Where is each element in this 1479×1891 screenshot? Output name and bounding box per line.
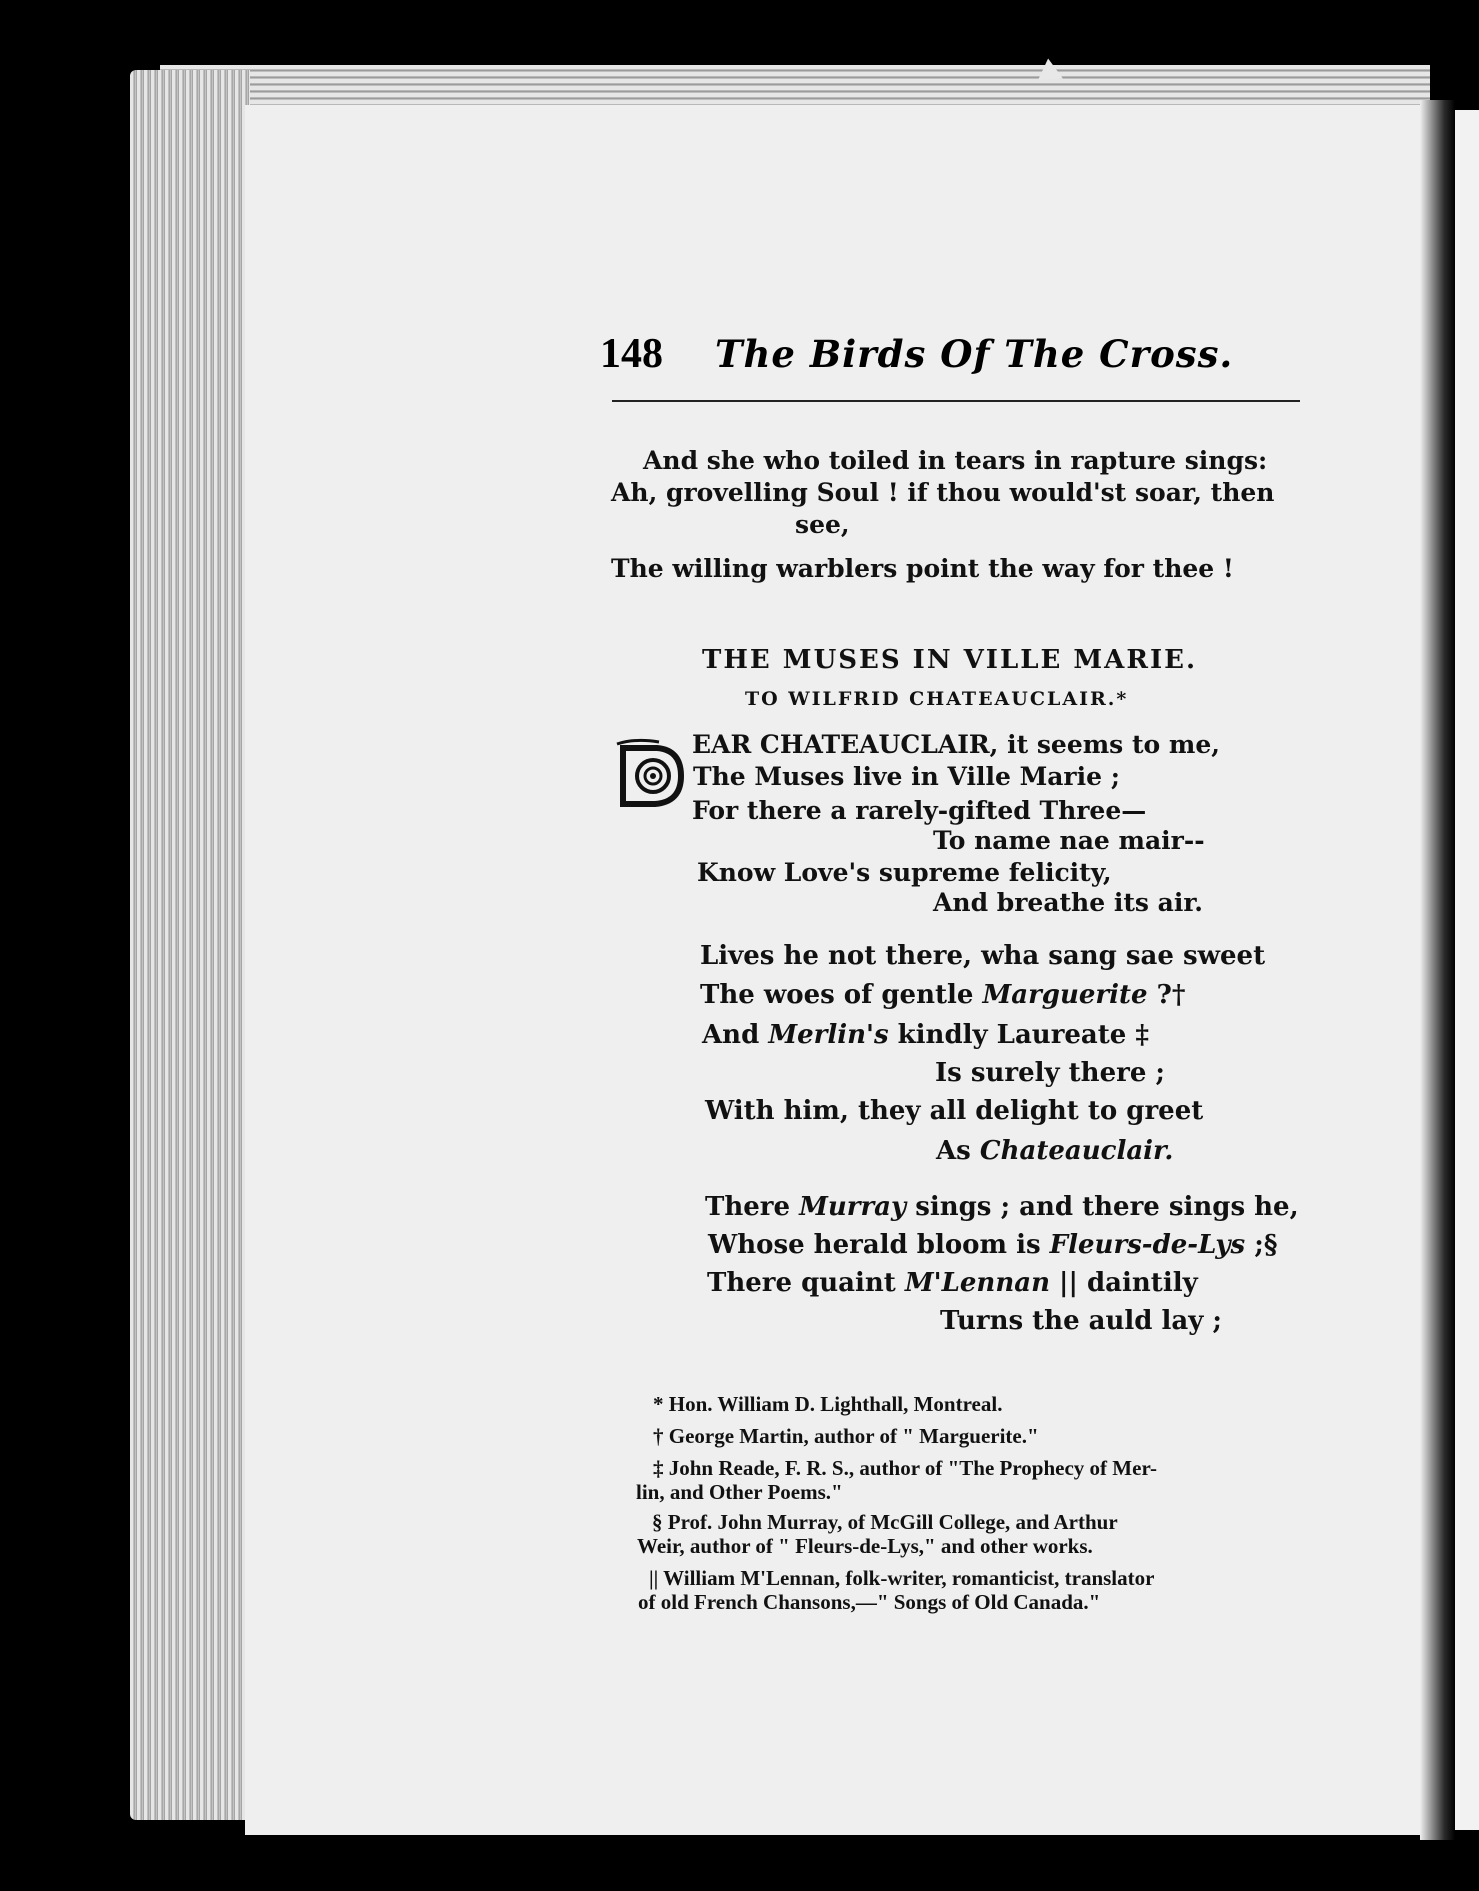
footnote-2: † George Martin, author of " Marguerite." xyxy=(653,1424,1039,1448)
running-title: The Birds Of The Cross. xyxy=(715,332,1234,376)
running-header xyxy=(600,330,1300,390)
page-number: 148 xyxy=(600,331,663,377)
footnote-5a: || William M'Lennan, folk-writer, romanticist, translator xyxy=(649,1566,1155,1590)
stanza3-line-4: Turns the auld lay ; xyxy=(940,1306,1223,1336)
stanza1-line-3: For there a rarely-gifted Three— xyxy=(692,796,1147,825)
footnote-3a: ‡ John Reade, F. R. S., author of "The Prophecy of Mer- xyxy=(653,1456,1157,1480)
stanza2-line-5: With him, they all delight to greet xyxy=(705,1096,1204,1126)
stanza1-line-5: Know Love's supreme felicity, xyxy=(697,858,1112,887)
gutter-shadow xyxy=(1420,100,1455,1840)
stanza1-line-2: The Muses live in Ville Marie ; xyxy=(693,762,1120,791)
footnote-3b: lin, and Other Poems." xyxy=(636,1480,843,1504)
poem-title: THE MUSES IN VILLE MARIE. xyxy=(702,645,1197,675)
stanza1-line-6: And breathe its air. xyxy=(933,888,1203,917)
footnote-4a: § Prof. John Murray, of McGill College, and Arthur xyxy=(652,1510,1118,1534)
closing-line-1: And she who toiled in tears in rapture sings: xyxy=(643,446,1268,475)
header-rule xyxy=(612,400,1300,402)
footnote-5b: of old French Chansons,—" Songs of Old Canada." xyxy=(638,1590,1101,1614)
stanza3-line-3: There quaint M'Lennan || daintily xyxy=(707,1268,1198,1298)
stanza2-line-2: The woes of gentle Marguerite ?† xyxy=(700,980,1186,1010)
closing-line-3: see, xyxy=(795,510,850,539)
footnote-1: * Hon. William D. Lighthall, Montreal. xyxy=(653,1392,1003,1416)
stanza3-line-2: Whose herald bloom is Fleurs-de-Lys ;§ xyxy=(708,1230,1278,1260)
page-edges-left xyxy=(130,70,250,1820)
stanza2-line-1: Lives he not there, wha sang sae sweet xyxy=(700,941,1266,971)
ornate-drop-cap xyxy=(615,738,685,808)
closing-line-4: The willing warblers point the way for thee ! xyxy=(611,554,1234,583)
poem-dedication: TO WILFRID CHATEAUCLAIR.* xyxy=(745,688,1129,710)
facing-page-edge xyxy=(1455,110,1479,1830)
closing-line-2: Ah, grovelling Soul ! if thou would'st soar, then xyxy=(611,478,1275,507)
stanza1-line-1: EAR CHATEAUCLAIR, it seems to me, xyxy=(692,730,1220,759)
stanza2-line-6: As Chateauclair. xyxy=(936,1136,1174,1166)
stanza2-line-4: Is surely there ; xyxy=(935,1058,1166,1088)
footnote-4b: Weir, author of " Fleurs-de-Lys," and other works. xyxy=(637,1534,1093,1558)
stanza2-line-3: And Merlin's kindly Laureate ‡ xyxy=(702,1020,1149,1050)
stanza1-line-4: To name nae mair-- xyxy=(933,826,1205,855)
stanza3-line-1: There Murray sings ; and there sings he, xyxy=(705,1192,1299,1222)
